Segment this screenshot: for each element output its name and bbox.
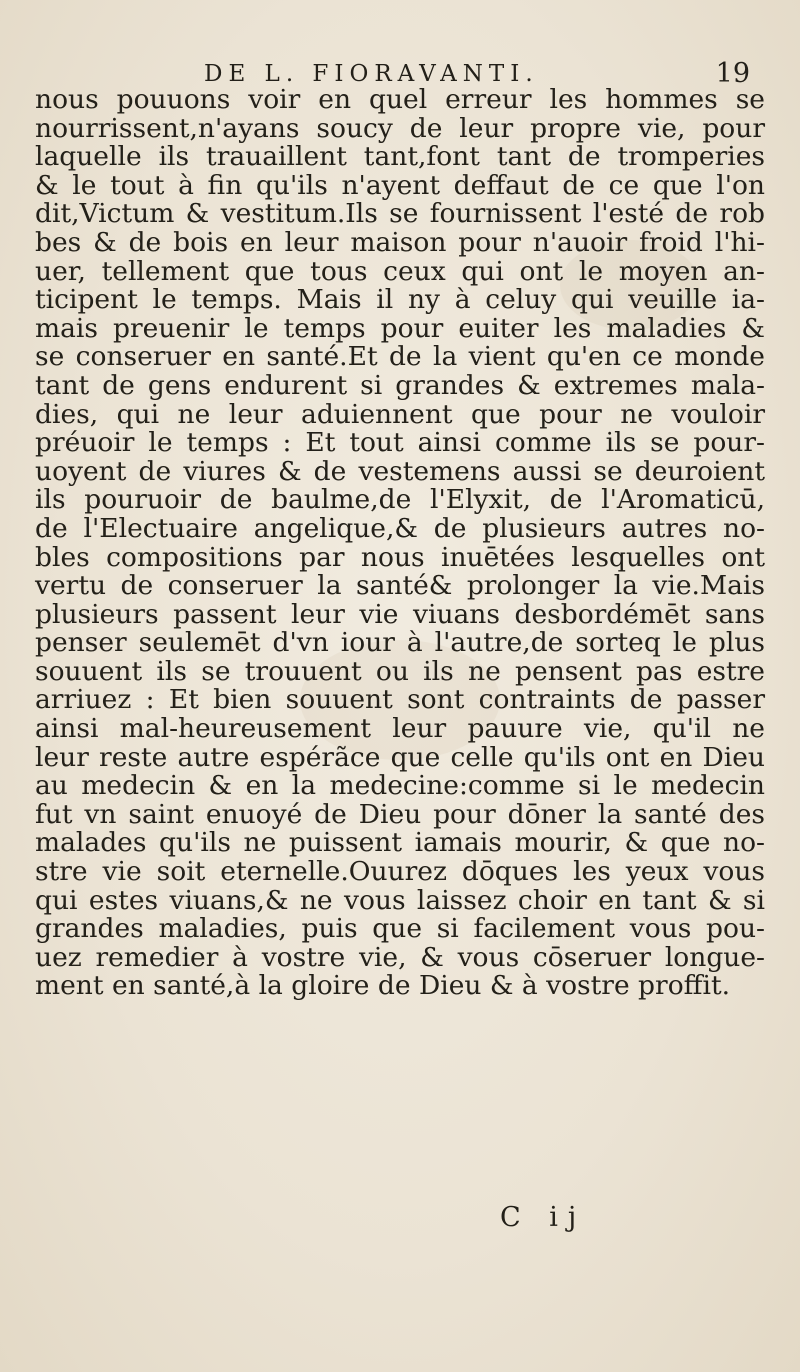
text-line: & le tout à fin qu'ils n'ayent deffaut de ce que l'on (35, 169, 765, 201)
text-line: ainsi mal-heureusement leur pauure vie, qu'il ne (35, 713, 765, 745)
text-line: dit,Victum & vestitum.Ils se fournissent l'esté de rob (35, 198, 765, 230)
text-line: ment en santé,à la gloire de Dieu & à vostre proffit. (35, 970, 731, 1002)
text-line: se conseruer en santé.Et de la vient qu'en ce monde (35, 341, 765, 373)
text-line: plusieurs passent leur vie viuans desbordémēt sans (35, 598, 765, 630)
text-line: ils pouruoir de baulme,de l'Elyxit, de l'Aromaticū, (35, 484, 765, 516)
text-line: ticipent le temps. Mais il ny à celuy qui veuille ia- (35, 284, 765, 316)
text-line: malades qu'ils ne puissent iamais mourir, & que no- (35, 827, 765, 859)
text-line: grandes maladies, puis que si facilement vous pou- (35, 913, 765, 945)
text-line: de l'Electuaire angelique,& de plusieurs autres no- (35, 512, 765, 544)
text-line: uoyent de viures & de vestemens aussi se deuroient (35, 455, 765, 487)
text-line: dies, qui ne leur aduiennent que pour ne vouloir (35, 398, 765, 430)
text-line: souuent ils se trouuent ou ils ne pensent pas estre (35, 655, 765, 687)
text-line: au medecin & en la medecine:comme si le medecin (35, 770, 765, 802)
text-line: penser seulemēt d'vn iour à l'autre,de sorteq le plus (35, 627, 765, 659)
text-line: leur reste autre espérãce que celle qu'ils ont en Dieu (35, 741, 765, 773)
text-line: bes & de bois en leur maison pour n'auoir froid l'hi- (35, 226, 765, 258)
page-number: 19 (715, 58, 750, 89)
body-text (35, 86, 765, 1001)
text-line: uer, tellement que tous ceux qui ont le moyen an- (35, 255, 765, 287)
text-line: vertu de conseruer la santé& prolonger la vie.Mais (35, 570, 765, 602)
running-title: DE L. FIORAVANTI. (204, 61, 539, 87)
text-line: nourrissent,n'ayans soucy de leur propre vie, pour (35, 112, 765, 144)
text-line: préuoir le temps : Et tout ainsi comme ils se pour- (35, 427, 765, 459)
text-line: fut vn saint enuoyé de Dieu pour dōner la santé des (35, 798, 765, 830)
text-line: stre vie soit eternelle.Ouurez dōques les yeux vous (35, 856, 765, 888)
text-line: arriuez : Et bien souuent sont contraints de passer (35, 684, 765, 716)
text-line: tant de gens endurent si grandes & extremes mala- (35, 369, 765, 401)
text-line: uez remedier à vostre vie, & vous cōseruer longue- (35, 941, 765, 973)
text-line: mais preuenir le temps pour euiter les maladies & (35, 312, 765, 344)
signature-mark: C ij (500, 1202, 587, 1233)
text-line: laquelle ils trauaillent tant,font tant de tromperies (35, 141, 765, 173)
text-line: bles compositions par nous inuētées lesquelles ont (35, 541, 765, 573)
text-line: nous pouuons voir en quel erreur les hommes se (35, 84, 765, 115)
text-line: qui estes viuans,& ne vous laissez choir en tant & si (35, 884, 765, 916)
